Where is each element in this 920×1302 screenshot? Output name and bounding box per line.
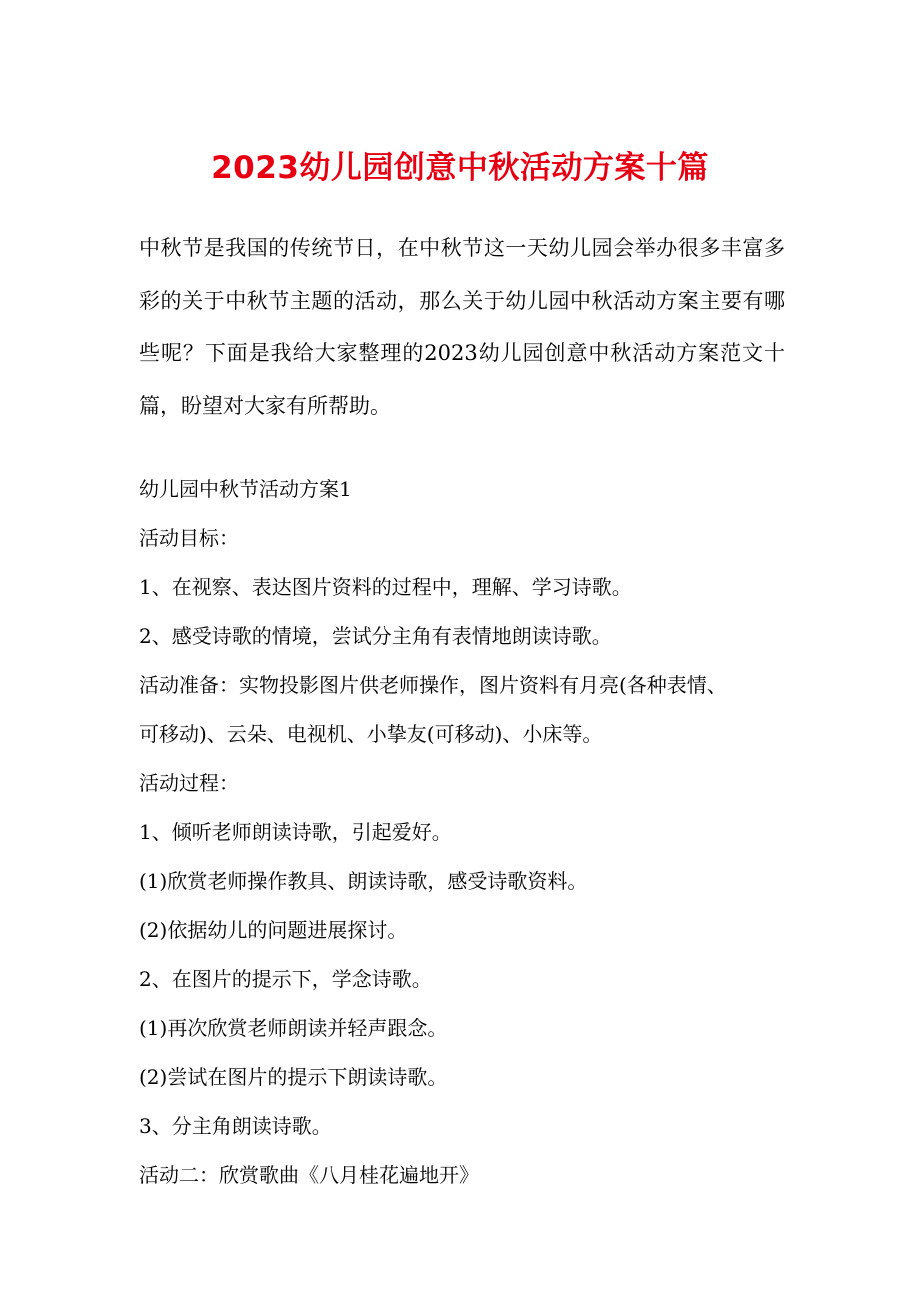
text-line: 可移动)、云朵、电视机、小挚友(可移动)、小床等。 xyxy=(139,722,603,746)
intro-paragraph: 中秋节是我国的传统节日，在中秋节这一天幼儿园会举办很多丰富多彩的关于中秋节主题的活动，那么关于幼儿园中秋活动方案主要有哪些呢？下面是我给大家整理的2023幼儿园创意中秋活动方案范文十篇，盼望对大家有所帮助。 xyxy=(139,236,785,418)
text-line: 2、感受诗歌的情境，尝试分主角有表情地朗读诗歌。 xyxy=(139,624,612,648)
text-line: 活动准备：实物投影图片供老师操作，图片资料有月亮(各种表情、 xyxy=(139,673,727,697)
text-line: (2)尝试在图片的提示下朗读诗歌。 xyxy=(139,1065,448,1089)
text-line: 活动过程： xyxy=(139,771,239,795)
text-line: 1、在视察、表达图片资料的过程中，理解、学习诗歌。 xyxy=(139,575,632,599)
document-title: 2023幼儿园创意中秋活动方案十篇 xyxy=(211,150,709,186)
text-line: 幼儿园中秋节活动方案1 xyxy=(139,477,352,501)
text-line: (1)欣赏老师操作教具、朗读诗歌，感受诗歌资料。 xyxy=(139,869,588,893)
body-text xyxy=(139,465,799,1200)
text-line: 2、在图片的提示下，学念诗歌。 xyxy=(139,967,432,991)
text-line: 1、倾听老师朗读诗歌，引起爱好。 xyxy=(139,820,452,844)
text-line: (2)依据幼儿的问题进展探讨。 xyxy=(139,918,408,942)
text-line: (1)再次欣赏老师朗读并轻声跟念。 xyxy=(139,1016,448,1040)
text-line: 活动目标： xyxy=(139,526,239,550)
text-line: 3、分主角朗读诗歌。 xyxy=(139,1114,332,1138)
text-line: 活动二：欣赏歌曲《八月桂花遍地开》 xyxy=(139,1163,479,1187)
